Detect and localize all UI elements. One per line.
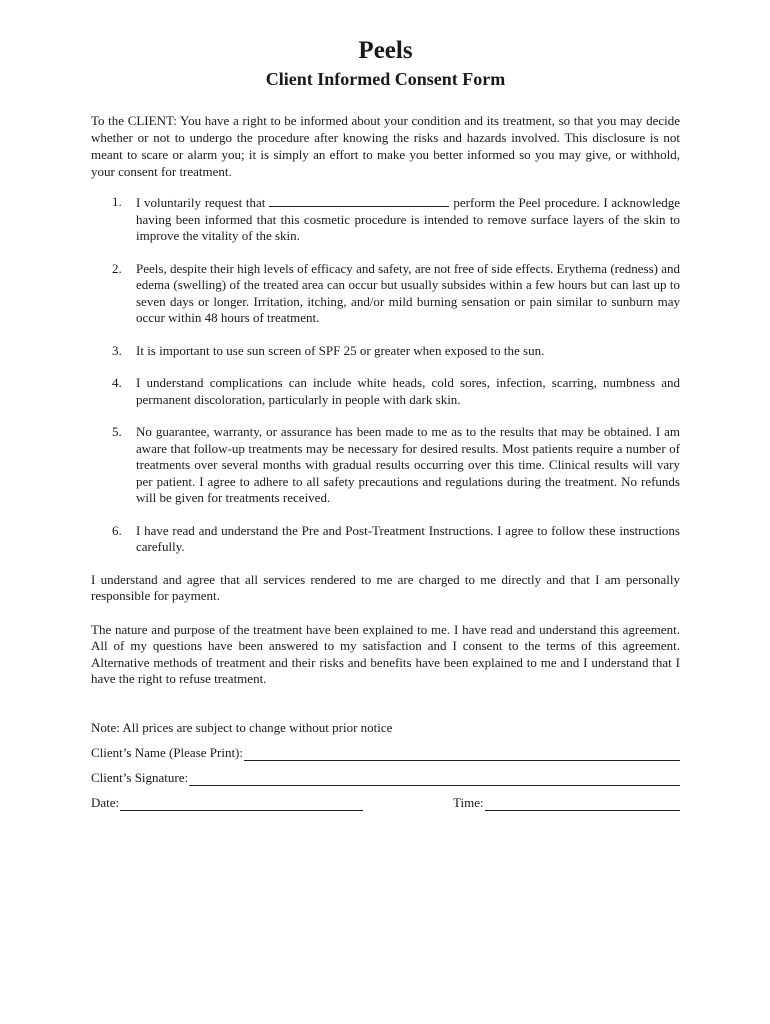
item-text-before: I voluntarily request that [136,195,266,210]
item-text: No guarantee, warranty, or assurance has been made to me as to the results that may be obtained. I am aware that follow-up treatments may be necessary for desired results. Most patients require a number of treatments over several months with gradual results occurring over this time. Clinical results will vary per patient. I agree to adhere to all safety precautions and regulations during the treatment. No refunds will be given for treatments received. [136,424,680,505]
consent-item-6 [91,523,680,556]
date-label: Date: [91,795,120,810]
client-name-field [91,745,680,761]
consent-item-5 [91,424,680,507]
consent-item-1 [91,194,680,245]
consent-form [91,36,680,811]
item-number: 1. [112,194,122,209]
date-line[interactable] [120,797,363,811]
time-line[interactable] [485,797,680,811]
item-number: 6. [112,522,122,538]
client-signature-label: Client’s Signature: [91,770,189,785]
intro-paragraph: To the CLIENT: You have a right to be informed about your condition and its treatment, so that you may decide whether or not to undergo the procedure after knowing the risks and hazards involved. This disclosure is not meant to scare or alarm you; it is simply an effort to make you better informed so you may give, or withhold, your consent for treatment. [91,113,680,179]
consent-item-2 [91,261,680,327]
item-text: I understand complications can include white heads, cold sores, infection, scarring, numbness and permanent discoloration, particularly in people with dark skin. [136,375,680,407]
date-field [91,795,363,811]
consent-items-list [91,194,680,556]
date-time-row [91,795,680,811]
item-text-after: perform the Peel procedure. I acknowledge having been informed that this cosmetic procedure is intended to remove surface layers of the skin to improve the vitality of the skin. [136,195,680,243]
agreement-paragraph: The nature and purpose of the treatment have been explained to me. I have read and understand this agreement. All of my questions have been answered to my satisfaction and I consent to the terms of this agreement. Alternative methods of treatment and their risks and benefits have been explained to me and I understand that I have the right to refuse treatment. [91,621,680,686]
item-number: 5. [112,424,122,439]
form-subtitle: Client Informed Consent Form [265,69,506,89]
client-name-label: Client’s Name (Please Print): [91,745,244,760]
client-signature-field [91,770,680,786]
item-text: I have read and understand the Pre and Post-Treatment Instructions. I agree to follow these instructions carefully. [136,522,680,554]
client-name-line[interactable] [244,747,680,761]
item-number: 2. [112,260,122,276]
consent-item-4 [91,375,680,408]
item-text: It is important to use sun screen of SPF 25 or greater when exposed to the sun. [136,342,545,358]
time-label: Time: [453,795,484,810]
price-note: Note: All prices are subject to change without prior notice [91,719,393,735]
time-field [453,795,680,811]
payment-paragraph: I understand and agree that all services rendered to me are charged to me directly and that I am personally responsible for payment. [91,571,680,603]
practitioner-name-blank[interactable] [269,194,449,207]
item-text: Peels, despite their high levels of efficacy and safety, are not free of side effects. Erythema (redness) and edema (swelling) of the treated area can occur but usually subsides within a few hours but can last up to seven days or longer. Irritation, itching, and/or mild burning sensation or pain similar to sunburn may occur within 48 hours of treatment. [136,260,680,325]
client-signature-line[interactable] [189,772,680,786]
consent-item-3 [91,343,680,360]
item-number: 4. [112,375,122,390]
item-number: 3. [112,342,122,358]
page-title: Peels [358,37,413,64]
